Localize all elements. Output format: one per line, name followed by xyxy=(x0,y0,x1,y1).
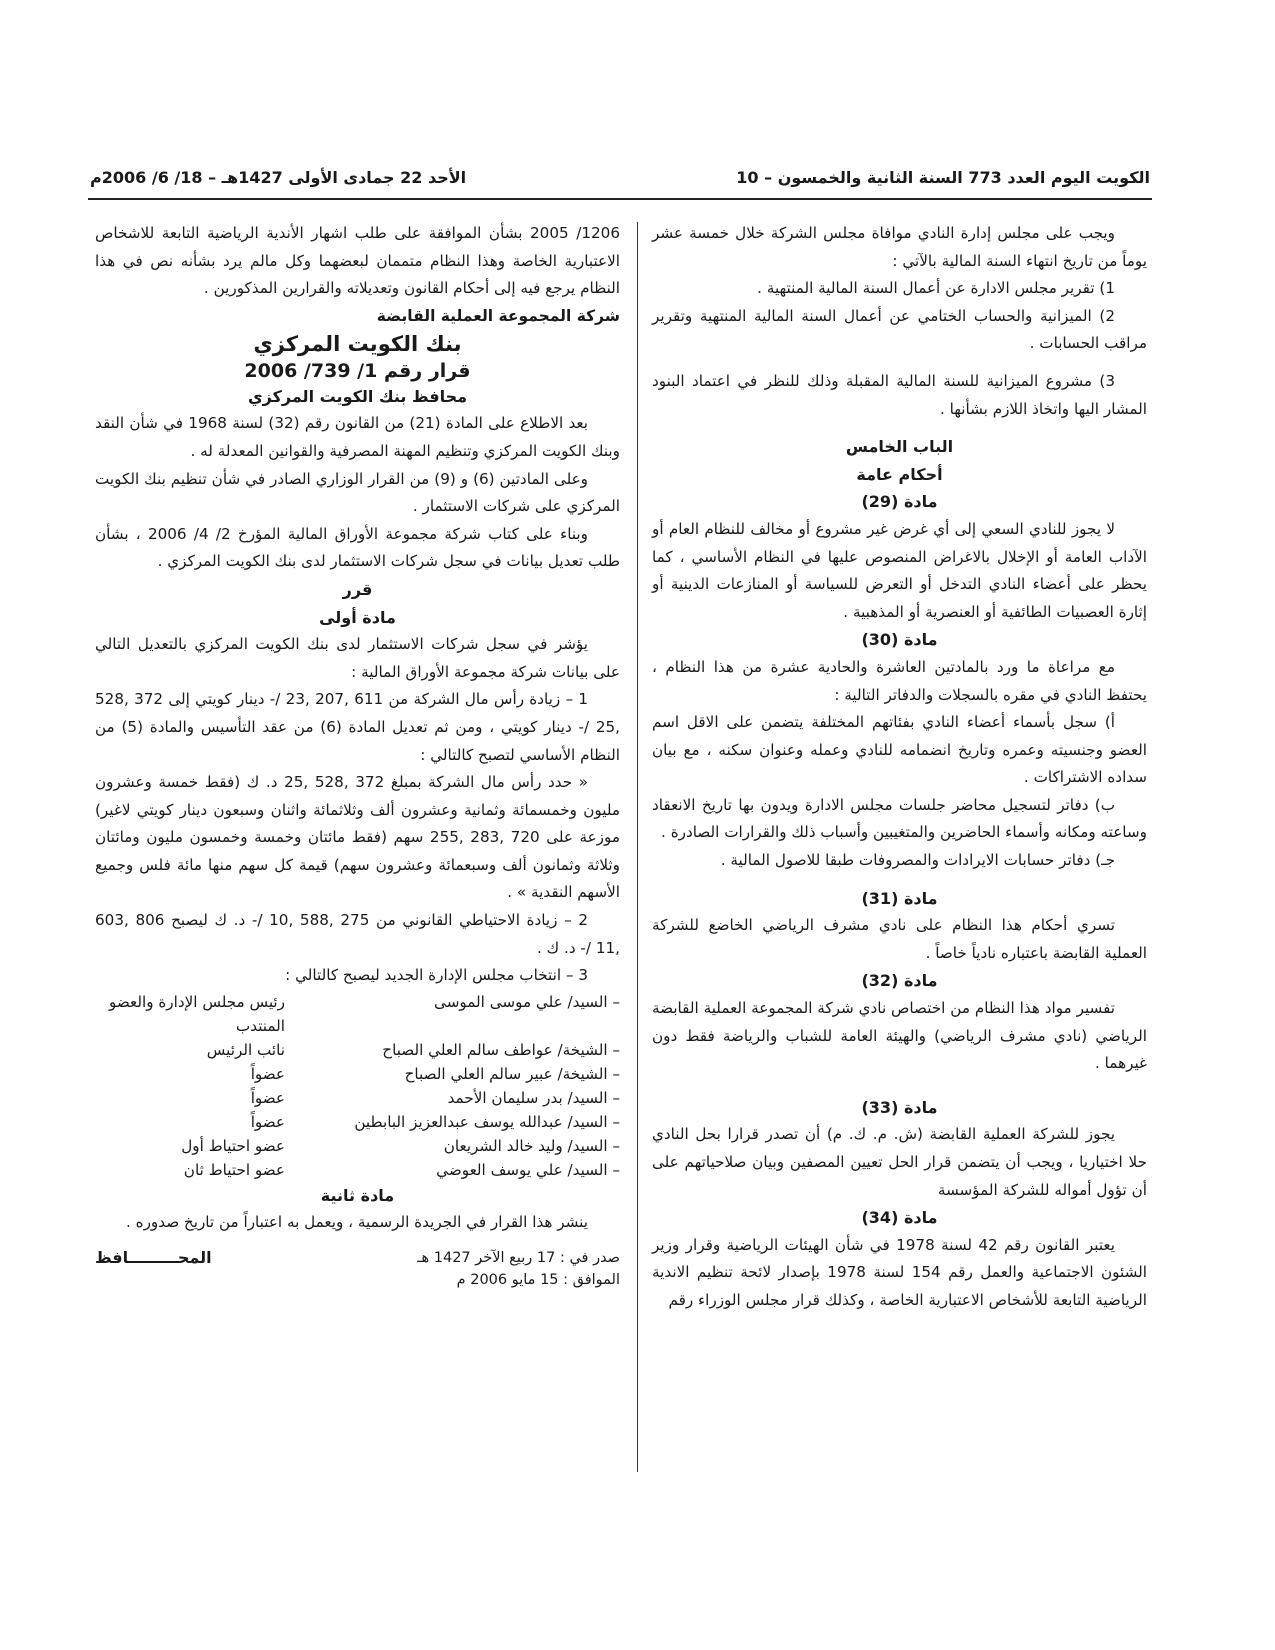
member-name: – السيد/ وليد خالد الشريعان xyxy=(443,1136,620,1155)
preamble-paragraph-1: بعد الاطلاع على المادة (21) من القانون رقم (32) لسنة 1968 في شأن النقد وبنك الكويت المركزي وتنظيم المهنة المصرفية والقوانين المعدلة له . xyxy=(95,414,620,460)
governor-signature: المحـــــــــافظ xyxy=(95,1248,212,1268)
member-role: عضو احتياط ثان xyxy=(183,1160,285,1179)
article-31-title: مادة (31) xyxy=(861,888,938,908)
member-name: – السيد/ علي موسى الموسى xyxy=(434,992,620,1011)
article-30-title: مادة (30) xyxy=(861,630,938,650)
article-2-title: مادة ثانية xyxy=(320,1185,395,1205)
article-34-title: مادة (34) xyxy=(861,1208,938,1228)
board-member-row xyxy=(95,1038,620,1062)
issue-dates xyxy=(417,1247,620,1291)
report-item-1: 1) تقرير مجلس الادارة عن أعمال السنة المالية المنتهية . xyxy=(757,279,1115,298)
article-30-item-c: جـ) دفاتر حسابات الايرادات والمصروفات طبقا للاصول المالية . xyxy=(720,851,1115,870)
member-name: – السيد/ بدر سليمان الأحمد xyxy=(447,1088,620,1107)
article-29-title: مادة (29) xyxy=(861,492,938,512)
decree-number: قرار رقم 1/ 739/ 2006 xyxy=(244,360,471,383)
article-1-item-2: 2 – زيادة الاحتياطي القانوني من 275 ,588 ,10 /- د. ك ليصبح 806 ,603 ,11 /- د. ك . xyxy=(95,911,620,957)
article-29-text: لا يجوز للنادي السعي إلى أي غرض غير مشروع أو مخالف للنظام العام أو الآداب العامة أو الإخلال بالاغراض المنصوص عليها في النظام الأساسي ، كما يحظر على أعضاء النادي التدخل أو التعرض للسياسة أو المنازعات الدينية أو إثارة العصبيات الطائفية أو العنصرية أو المذهبية . xyxy=(652,519,1147,621)
board-member-row xyxy=(95,1134,620,1158)
bank-title: بنك الكويت المركزي xyxy=(253,332,462,357)
article-1-quote: « حدد رأس مال الشركة بمبلغ 372 ,528 ,25 د. ك (فقط خمسة وعشرون مليون وخمسمائة وثمانية وعشرون ألف وثلاثمائة واثنان وسبعون دينار كويتي لاغير) موزعة على 720 ,283 ,255 سهم (فقط مائتان وخمسة وخمسون مليون ومائتان وثلاثة وثمانون ألف وسبعمائة وعشرون سهم) قيمة كل سهم منها مائة فلس وجميع الأسهم النقدية » . xyxy=(95,773,620,902)
article-33-title: مادة (33) xyxy=(861,1097,938,1117)
governor-title: محافظ بنك الكويت المركزي xyxy=(247,387,468,407)
chapter-heading: الباب الخامس xyxy=(845,437,954,457)
article-34-text: يعتبر القانون رقم 42 لسنة 1978 في شأن الهيئات الرياضية وقرار وزير الشئون الاجتماعية والعمل رقم 154 لسنة 1978 بإصدار لائحة تنظيم الاندية الرياضية التابعة للأشخاص الاعتبارية الخاصة ، وكذلك قرار مجلس الوزراء رقم xyxy=(652,1235,1147,1309)
article-32-title: مادة (32) xyxy=(861,971,938,991)
preamble-paragraph-3: وبناء على كتاب شركة مجموعة الأوراق المالية المؤرخ 2/ 4/ 2006 ، بشأن طلب تعديل بيانات في سجل شركات الاستثمار لدى بنك الكويت المركزي . xyxy=(95,524,620,571)
member-role: عضواً xyxy=(250,1064,285,1083)
report-item-3: 3) مشروع الميزانية للسنة المالية المقبلة وذلك للنظر في اعتماد البنود المشار اليها واتخاذ اللازم بشأنها . xyxy=(652,371,1147,418)
board-member-row xyxy=(95,1110,620,1134)
column-divider xyxy=(637,222,638,1472)
chapter-title: أحكام عامة xyxy=(856,464,943,484)
header-issue-info: الكويت اليوم العدد 773 السنة الثانية والخمسون – 10 xyxy=(736,168,1150,187)
article-1-item-3: 3 – انتخاب مجلس الإدارة الجديد ليصبح كالتالي : xyxy=(285,966,588,985)
page-header xyxy=(90,168,1150,187)
report-item-2: 2) الميزانية والحساب الختامي عن أعمال السنة المالية المنتهية وتقرير مراقب الحسابات . xyxy=(652,306,1147,353)
issue-date-gregorian: الموافق : 15 مايو 2006 م xyxy=(456,1272,620,1289)
member-role: رئيس مجلس الإدارة والعضو المنتدب xyxy=(109,992,285,1035)
issue-block xyxy=(95,1247,620,1291)
board-members-list xyxy=(95,990,620,1182)
issue-date-hijri: صدر في : 17 ربيع الآخر 1427 هـ xyxy=(417,1250,620,1267)
board-member-row xyxy=(95,990,620,1038)
member-name: – السيد/ علي يوسف العوضي xyxy=(436,1160,620,1179)
article-1-title: مادة أولى xyxy=(319,607,396,627)
member-name: – السيد/ عبدالله يوسف عبدالعزيز البابطين xyxy=(354,1112,620,1131)
company-signature: شركة المجموعة العملية القابضة xyxy=(376,306,620,325)
preamble-paragraph-2: وعلى المادتين (6) و (9) من القرار الوزاري الصادر في شأن تنظيم بنك الكويت المركزي على شركات الاستثمار . xyxy=(95,469,620,516)
left-column xyxy=(95,220,620,1291)
article-1-intro: يؤشر في سجل شركات الاستثمار لدى بنك الكويت المركزي بالتعديل التالي على بيانات شركة مجموعة الأوراق المالية : xyxy=(95,635,620,681)
right-column xyxy=(652,220,1147,1315)
article-30-item-b: ب) دفاتر لتسجيل محاضر جلسات مجلس الادارة ويدون بها تاريخ الانعقاد وساعته ومكانه وأسماء الحاضرين والمتغيبين وأسباب ذلك والقرارات الصادرة . xyxy=(652,795,1147,842)
continued-paragraph: 1206/ 2005 بشأن الموافقة على طلب اشهار الأندية الرياضية التابعة للاشخاص الاعتبارية الخاصة وهذا النظام متممان لبعضهما وكل مالم يرد بشأنه نص في هذا النظام يرجع فيه إلى أحكام القانون وتعديلاته والقرارين المذكورين . xyxy=(95,224,620,298)
member-role: عضواً xyxy=(250,1088,285,1107)
header-rule xyxy=(88,198,1152,200)
member-role: عضواً xyxy=(250,1112,285,1131)
article-32-text: تفسير مواد هذا النظام من اختصاص نادي شركة المجموعة العملية القابضة الرياضي (نادي مشرف الرياضي) والهيئة العامة للشباب والرياضة فقط دون غيرهما . xyxy=(652,999,1147,1073)
article-31-text: تسري أحكام هذا النظام على نادي مشرف الرياضي الخاضع للشركة العملية القابضة باعتباره نادياً خاصاً . xyxy=(652,916,1147,962)
article-30-text: مع مراعاة ما ورد بالمادتين العاشرة والحادية عشرة من هذا النظام ، يحتفظ النادي في مقره بالسجلات والدفاتر التالية : xyxy=(652,657,1147,704)
member-role: عضو احتياط أول xyxy=(181,1136,285,1155)
article-33-text: يجوز للشركة العملية القابضة (ش. م. ك. م) أن تصدر قرارا بحل النادي حلا اختياريا ، ويجب أن يتضمن قرار الحل تعيين المصفين وبيان صلاحياتهم على أن تؤول أمواله للشركة المؤسسة xyxy=(652,1125,1147,1199)
member-name: – الشيخة/ عواطف سالم العلي الصباح xyxy=(382,1040,620,1059)
member-name: – الشيخة/ عبير سالم العلي الصباح xyxy=(404,1064,620,1083)
board-member-row xyxy=(95,1062,620,1086)
club-obligation-paragraph: ويجب على مجلس إدارة النادي موافاة مجلس الشركة خلال خمسة عشر يوماً من تاريخ انتهاء السنة المالية بالآتي : xyxy=(652,224,1147,270)
article-1-item-1: 1 – زيادة رأس مال الشركة من 611 ,207 ,23 /- دينار كويتي إلى 372 ,528 ,25 /- دينار كويتي ، ومن ثم تعديل المادة (6) من عقد التأسيس والمادة (5) من النظام الأساسي لتصبح كالتالي : xyxy=(95,690,620,764)
header-date: الأحد 22 جمادى الأولى 1427هـ – 18/ 6/ 2006م xyxy=(90,168,467,187)
article-2-text: ينشر هذا القرار في الجريدة الرسمية ، ويعمل به اعتباراً من تاريخ صدوره . xyxy=(125,1213,588,1232)
decided-heading: قرر xyxy=(342,579,373,599)
board-member-row xyxy=(95,1086,620,1110)
member-role: نائب الرئيس xyxy=(206,1040,285,1059)
article-30-item-a: أ) سجل بأسماء أعضاء النادي بفئاتهم المختلفة يتضمن على الاقل اسم العضو وجنسيته وعمره وتاريخ انضمامه للنادي وعمله وعنوان سكنه ، مع بيان سداده الاشتراكات . xyxy=(652,713,1147,787)
board-member-row xyxy=(95,1158,620,1182)
